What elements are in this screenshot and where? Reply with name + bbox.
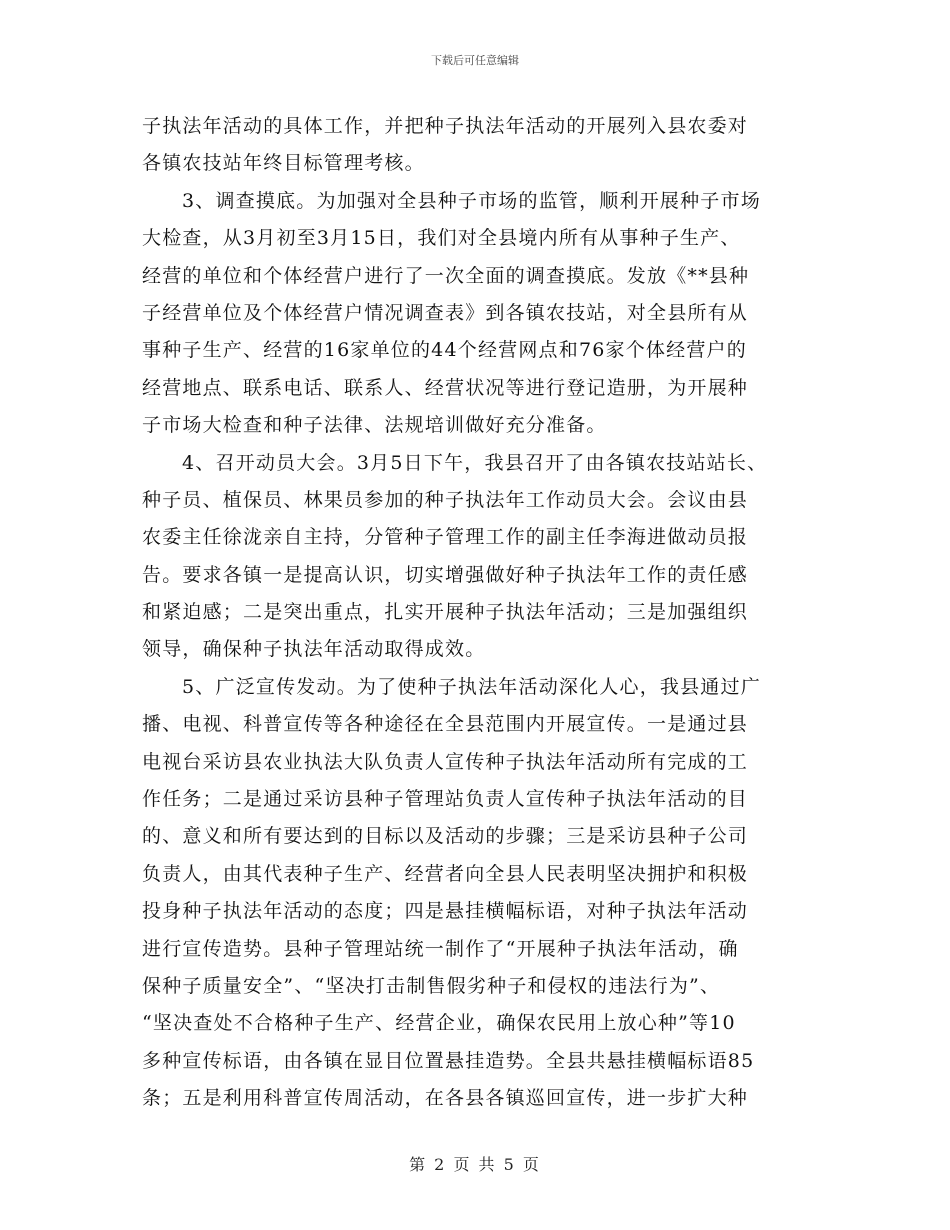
text-line: “坚决查处不合格种子生产、经营企业，确保农民用上放心种”等10 <box>142 1012 736 1035</box>
page-header: 下载后可任意编辑 <box>431 54 519 67</box>
paragraph-start-line: 4、召开动员大会。3月5日下午，我县召开了由各镇农技站站长、 <box>182 451 768 474</box>
paragraph-start-line: 5、广泛宣传发动。为了使种子执法年活动深化人心，我县通过广 <box>182 675 761 698</box>
text-line: 子执法年活动的具体工作，并把种子执法年活动的开展列入县农委对 <box>142 115 749 137</box>
text-line: 子经营单位及个体经营户情况调查表》到各镇农技站，对全县所有从 <box>142 301 749 324</box>
text-line: 和紧迫感；二是突出重点，扎实开展种子执法年活动；三是加强组织 <box>142 601 749 624</box>
text-line: 种子员、植保员、林果员参加的种子执法年工作动员大会。会议由县 <box>142 488 749 511</box>
text-line: 播、电视、科普宣传等各种途径在全县范围内开展宣传。一是通过县 <box>142 713 749 736</box>
text-line: 条；五是利用科普宣传周活动，在各县各镇巡回宣传，进一步扩大种 <box>142 1087 749 1110</box>
text-line: 保种子质量安全”、“坚决打击制售假劣种子和侵权的违法行为”、 <box>142 974 721 997</box>
text-line: 子市场大检查和种子法律、法规培训做好充分准备。 <box>142 414 607 437</box>
text-line: 经营地点、联系电话、联系人、经营状况等进行登记造册，为开展种 <box>142 376 749 399</box>
text-line: 经营的单位和个体经营户进行了一次全面的调查摸底。发放《**县种 <box>142 264 750 287</box>
text-line: 电视台采访县农业执法大队负责人宣传种子执法年活动所有完成的工 <box>142 750 749 773</box>
text-line: 进行宣传造势。县种子管理站统一制作了“开展种子执法年活动，确 <box>142 937 739 960</box>
text-line: 各镇农技站年终目标管理考核。 <box>142 152 425 175</box>
text-line: 作任务；二是通过采访县种子管理站负责人宣传种子执法年活动的目 <box>142 788 749 811</box>
page-number-footer: 第 2 页 共 5 页 <box>409 1155 541 1174</box>
text-line: 投身种子执法年活动的态度；四是悬挂横幅标语，对种子执法年活动 <box>142 900 749 923</box>
text-line: 领导，确保种子执法年活动取得成效。 <box>142 638 486 661</box>
text-line: 告。要求各镇一是提高认识，切实增强做好种子执法年工作的责任感 <box>142 563 749 586</box>
text-line: 负责人，由其代表种子生产、经营者向全县人民表明坚决拥护和积极 <box>142 862 749 885</box>
text-line: 大检查，从3月初至3月15日，我们对全县境内所有从事种子生产、 <box>142 227 741 250</box>
text-line: 农委主任徐泷亲自主持，分管种子管理工作的副主任李海进做动员报 <box>142 526 749 549</box>
text-line: 的、意义和所有要达到的目标以及活动的步骤；三是采访县种子公司 <box>142 825 749 848</box>
text-line: 多种宣传标语，由各镇在显目位置悬挂造势。全县共悬挂横幅标语85 <box>142 1049 755 1072</box>
paragraph-start-line: 3、调查摸底。为加强对全县种子市场的监管，顺利开展种子市场 <box>182 189 761 212</box>
document-body <box>142 108 810 1118</box>
text-line: 事种子生产、经营的16家单位的44个经营网点和76家个体经营户的 <box>142 339 747 362</box>
